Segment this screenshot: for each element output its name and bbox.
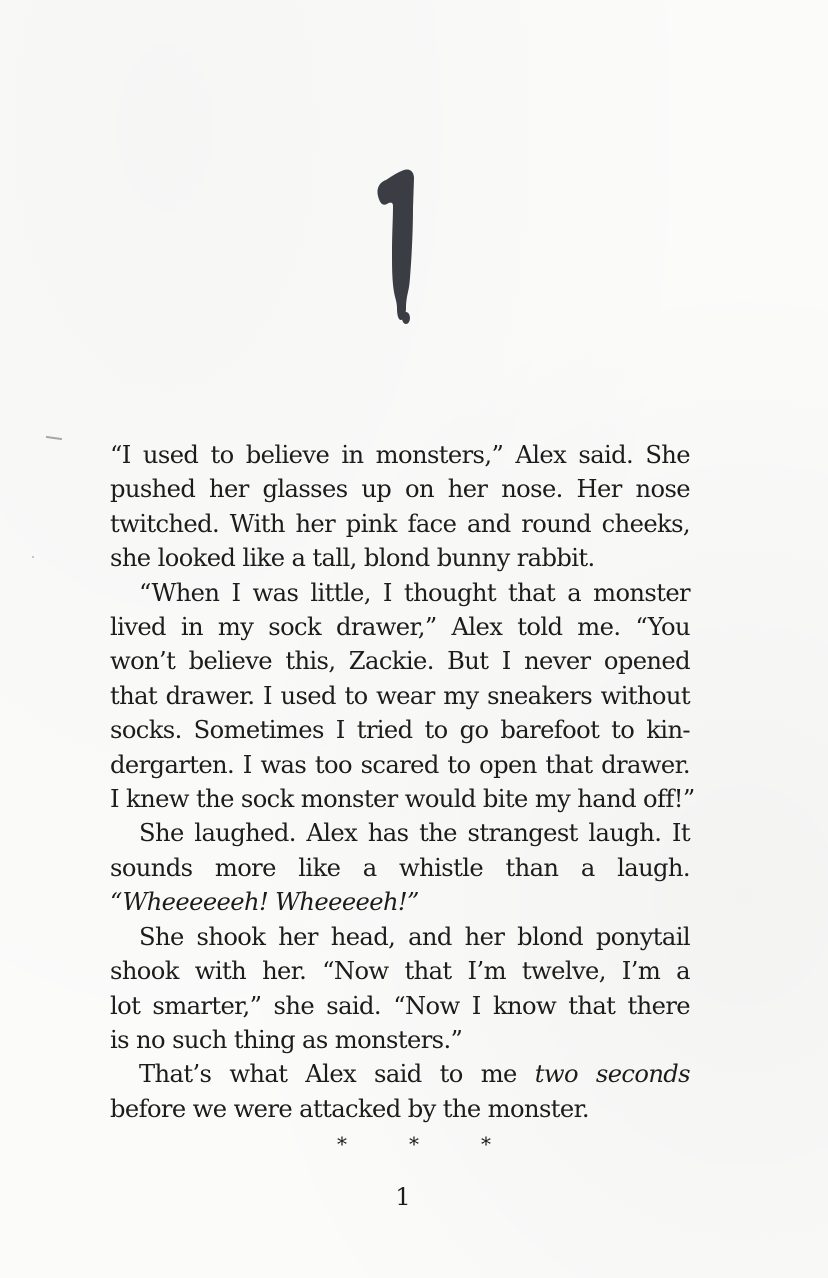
paragraph-3	[110, 816, 690, 919]
text-line	[110, 1057, 690, 1091]
text-line: lived in my sock drawer,” Alex told me. “You	[110, 613, 690, 642]
paragraph-4	[110, 920, 690, 1058]
text-line: I knew the sock monster would bite my hand off!”	[110, 785, 695, 814]
text-line: shook with her. “Now that I’m twelve, I’m a	[110, 957, 690, 986]
italic-run: two seconds	[534, 1060, 690, 1089]
section-break-star: *	[337, 1132, 347, 1156]
text-line: she looked like a tall, blond bunny rabbit.	[110, 544, 595, 573]
text-line: lot smarter,” she said. “Now I know that there	[110, 991, 690, 1020]
text-line: sounds more like a whistle than a laugh.	[110, 853, 690, 882]
text-line: “When I was little, I thought that a monster	[139, 578, 690, 607]
page-number: 1	[395, 1183, 411, 1211]
chapter-number-glyph	[370, 168, 420, 328]
section-break-star: *	[481, 1132, 491, 1156]
paragraph-5	[110, 1057, 690, 1126]
text-line: twitched. With her pink face and round cheeks,	[110, 509, 690, 538]
section-break-star: *	[409, 1132, 419, 1156]
text-line: is no such thing as monsters.”	[110, 1025, 463, 1054]
text-line: “Wheeeeeeh! Wheeeeeh!”	[110, 888, 419, 917]
chapter-text	[110, 438, 695, 1126]
paper-speck	[46, 436, 62, 440]
text-line: that drawer. I used to wear my sneakers without	[110, 681, 690, 710]
text-line: “I used to believe in monsters,” Alex said. She	[110, 441, 690, 469]
paragraph-1	[110, 438, 690, 576]
paragraph-2	[110, 576, 695, 817]
chapter-number	[370, 168, 420, 328]
text-line: dergarten. I was too scared to open that drawer.	[110, 750, 690, 779]
paper-speck	[32, 556, 34, 558]
section-break	[325, 1132, 495, 1156]
text-line: She laughed. Alex has the strangest laugh. It	[139, 819, 690, 848]
text-line: socks. Sometimes I tried to go barefoot to kin-	[110, 716, 690, 745]
text-run: That’s what Alex said to me	[139, 1060, 535, 1089]
text-line: She shook her head, and her blond ponytail	[139, 922, 690, 951]
text-line: won’t believe this, Zackie. But I never opened	[110, 647, 690, 676]
text-line: pushed her glasses up on her nose. Her nose	[110, 475, 690, 504]
text-line: before we were attacked by the monster.	[110, 1094, 589, 1123]
